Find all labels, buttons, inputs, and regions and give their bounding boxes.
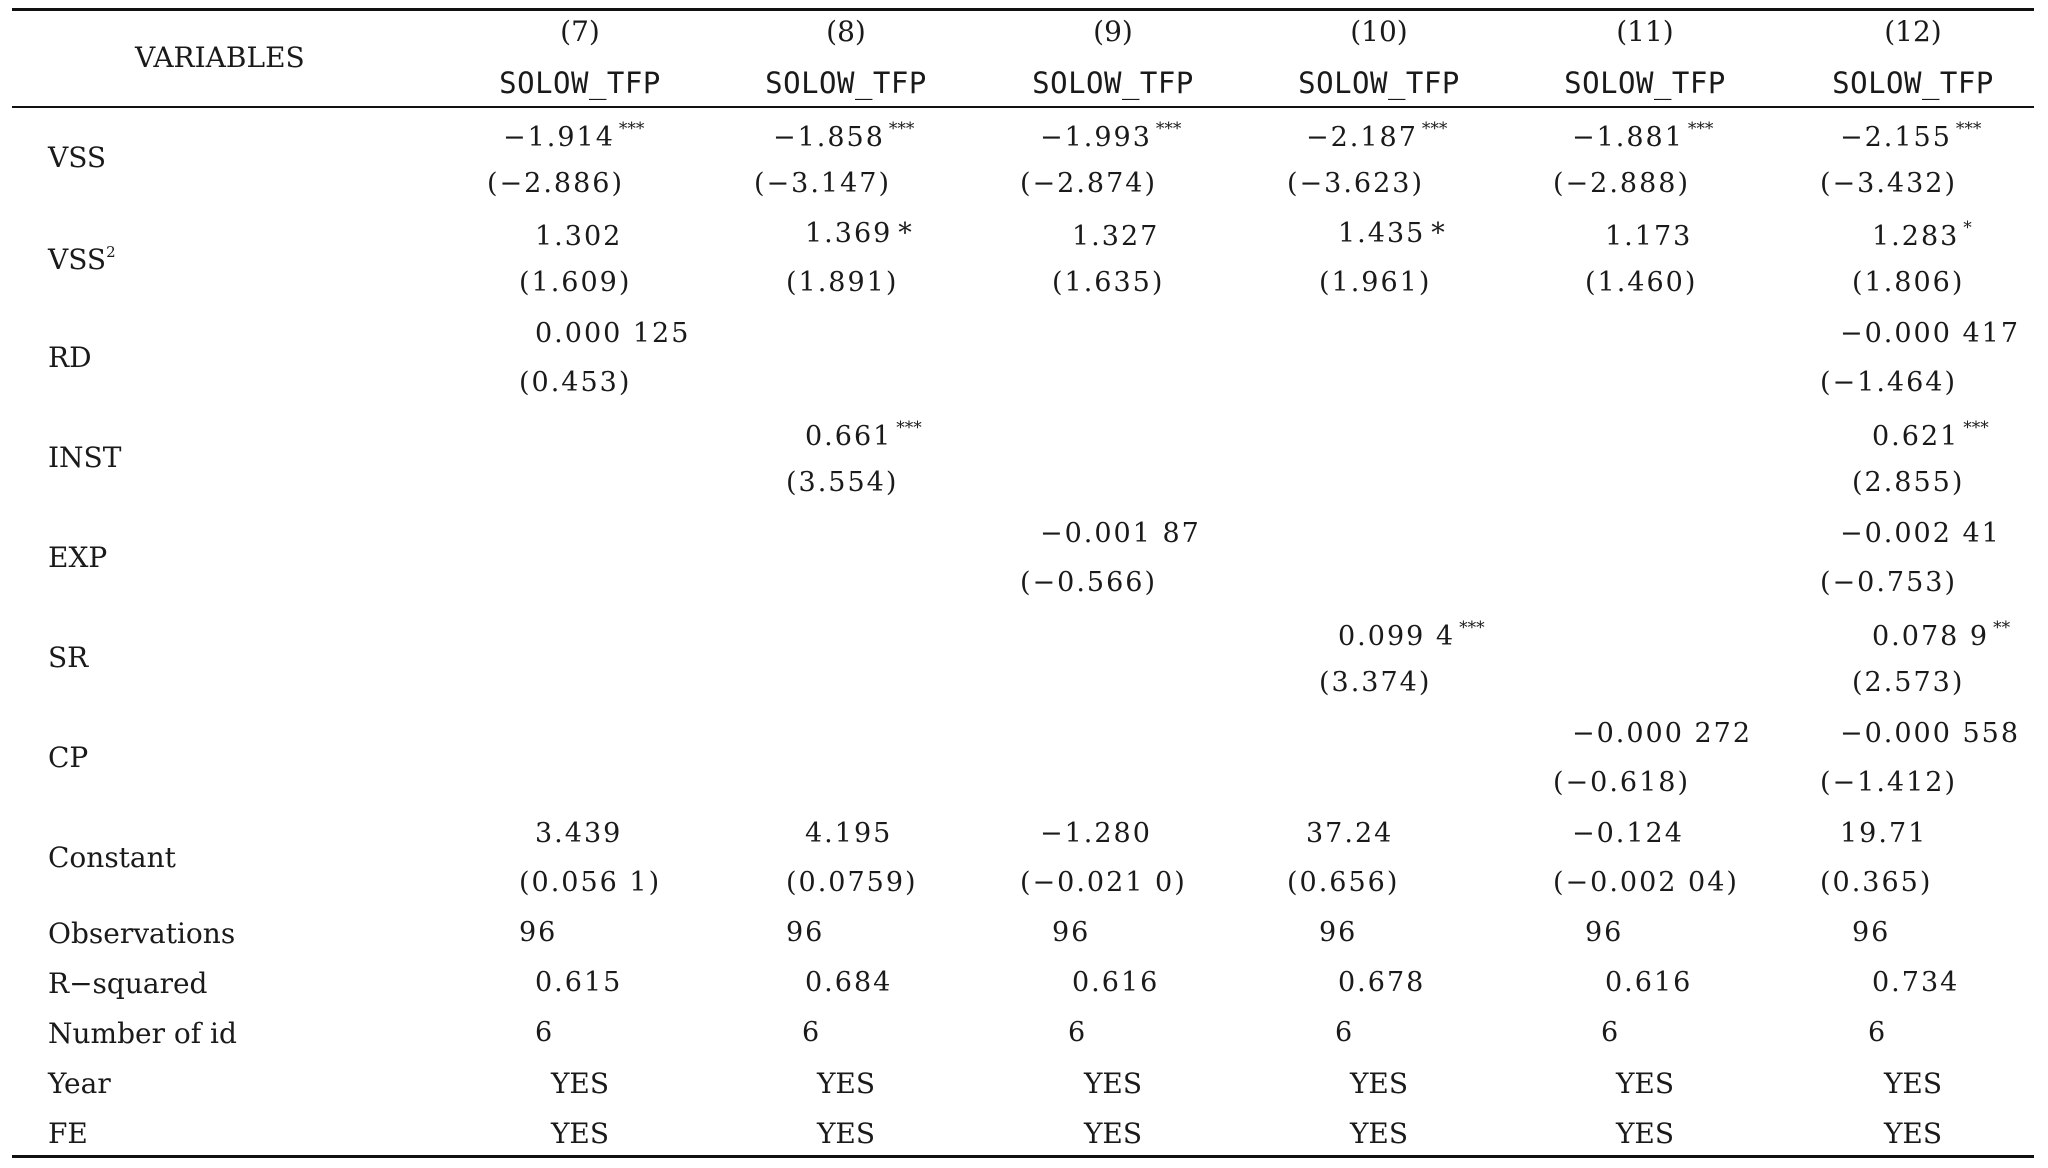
coefficient: −0.000 417 xyxy=(1840,318,2021,349)
t-statistic: (1.609) xyxy=(519,267,632,298)
stat-value: 96 xyxy=(1319,917,1358,948)
t-statistic: (−3.623) xyxy=(1287,168,1424,199)
year-fe-indicator: YES xyxy=(550,1067,610,1100)
coefficient: 0.099 4 *** xyxy=(1338,618,1485,652)
stat-value: 96 xyxy=(519,917,558,948)
t-statistic: (2.855) xyxy=(1852,467,1965,498)
coefficient: 4.195 xyxy=(805,818,893,849)
coefficient: −2.187 *** xyxy=(1306,119,1448,153)
stat-value: 6 xyxy=(1335,1017,1355,1048)
year-fe-indicator: YES xyxy=(1083,1067,1143,1100)
coefficient: −0.124 xyxy=(1572,818,1684,849)
row-label-vss: VSS xyxy=(48,141,107,174)
t-statistic: (1.806) xyxy=(1852,267,1965,298)
coefficient: −0.000 272 xyxy=(1572,718,1753,749)
row-label-rd: RD xyxy=(48,341,92,374)
row-label-vss-squared: VSS$^2$ xyxy=(48,243,116,276)
t-statistic: (1.460) xyxy=(1585,267,1698,298)
t-statistic: (0.453) xyxy=(519,367,632,398)
stat-value: 96 xyxy=(1585,917,1624,948)
t-statistic: (0.0759) xyxy=(786,867,918,898)
row-label-r-squared: R−squared xyxy=(48,967,208,1000)
row-label-inst: INST xyxy=(48,441,122,474)
t-statistic: (−0.021 0) xyxy=(1020,867,1187,898)
row-label-cp: CP xyxy=(48,741,89,774)
column-number: (11) xyxy=(1616,15,1674,48)
coefficient: 1.283 * xyxy=(1872,218,1972,252)
t-statistic: (−2.886) xyxy=(487,168,624,199)
coefficient: −2.155 *** xyxy=(1840,119,1982,153)
row-label-fe: FE xyxy=(48,1117,88,1150)
stat-value: 96 xyxy=(786,917,825,948)
fe-indicator: YES xyxy=(1083,1117,1143,1150)
column-dependent-variable: SOLOW_TFP xyxy=(1832,66,1994,100)
column-dependent-variable: SOLOW_TFP xyxy=(1298,66,1460,100)
t-statistic: (2.573) xyxy=(1852,667,1965,698)
row-label-exp: EXP xyxy=(48,541,108,574)
coefficient: 0.621 *** xyxy=(1872,418,1989,452)
stat-value: 6 xyxy=(535,1017,555,1048)
column-dependent-variable: SOLOW_TFP xyxy=(765,66,927,100)
year-fe-indicator: YES xyxy=(1883,1067,1943,1100)
coefficient: 19.71 xyxy=(1840,818,1928,849)
t-statistic: (−0.002 04) xyxy=(1553,867,1739,898)
t-statistic: (−3.432) xyxy=(1820,168,1957,199)
coefficient: −1.993 *** xyxy=(1040,119,1182,153)
fe-indicator: YES xyxy=(550,1117,610,1150)
row-label-year: Year xyxy=(48,1067,111,1100)
t-statistic: (3.374) xyxy=(1319,667,1432,698)
coefficient: −0.001 87 xyxy=(1040,518,1201,549)
fe-indicator: YES xyxy=(1349,1117,1409,1150)
t-statistic: (−0.566) xyxy=(1020,567,1157,598)
t-statistic: (0.656) xyxy=(1287,867,1400,898)
column-dependent-variable: SOLOW_TFP xyxy=(1564,66,1726,100)
stat-value: 6 xyxy=(1068,1017,1088,1048)
column-number: (12) xyxy=(1884,15,1942,48)
column-dependent-variable: SOLOW_TFP xyxy=(499,66,661,100)
t-statistic: (−1.464) xyxy=(1820,367,1957,398)
t-statistic: (−2.874) xyxy=(1020,168,1157,199)
year-fe-indicator: YES xyxy=(1349,1067,1409,1100)
stat-value: 0.615 xyxy=(535,967,623,998)
row-label-number-of-id: Number of id xyxy=(48,1017,237,1050)
t-statistic: (−2.888) xyxy=(1553,168,1690,199)
column-number: (9) xyxy=(1093,15,1133,48)
column-number: (10) xyxy=(1350,15,1408,48)
coefficient: 3.439 xyxy=(535,818,623,849)
coefficient: −0.002 41 xyxy=(1840,518,2001,549)
row-label-observations: Observations xyxy=(48,917,236,950)
table-header-rule xyxy=(12,106,2034,108)
t-statistic: (0.056 1) xyxy=(519,867,662,898)
coefficient: 1.369 * xyxy=(805,218,912,249)
year-fe-indicator: YES xyxy=(816,1067,876,1100)
row-label-sr: SR xyxy=(48,641,89,674)
coefficient: −1.914 *** xyxy=(503,119,645,153)
coefficient: 1.302 xyxy=(535,221,623,252)
stat-value: 0.616 xyxy=(1605,967,1693,998)
t-statistic: (3.554) xyxy=(786,467,899,498)
coefficient: 1.173 xyxy=(1605,221,1693,252)
coefficient: 37.24 xyxy=(1306,818,1394,849)
fe-indicator: YES xyxy=(1883,1117,1943,1150)
stat-value: 6 xyxy=(1601,1017,1621,1048)
coefficient: 0.000 125 xyxy=(535,318,691,349)
variables-header: VARIABLES xyxy=(135,41,305,74)
t-statistic: (0.365) xyxy=(1820,867,1933,898)
coefficient: −1.881 *** xyxy=(1572,119,1714,153)
stat-value: 6 xyxy=(1868,1017,1888,1048)
t-statistic: (−0.618) xyxy=(1553,767,1690,798)
stat-value: 96 xyxy=(1052,917,1091,948)
t-statistic: (−3.147) xyxy=(754,168,891,199)
coefficient: 0.078 9 ** xyxy=(1872,618,2011,652)
fe-indicator: YES xyxy=(816,1117,876,1150)
stat-value: 0.616 xyxy=(1072,967,1160,998)
fe-indicator: YES xyxy=(1615,1117,1675,1150)
coefficient: 1.435 * xyxy=(1338,218,1445,249)
table-top-rule xyxy=(12,8,2034,11)
stat-value: 0.678 xyxy=(1338,967,1426,998)
coefficient: −0.000 558 xyxy=(1840,718,2021,749)
t-statistic: (1.635) xyxy=(1052,267,1165,298)
stat-value: 0.684 xyxy=(805,967,893,998)
stat-value: 6 xyxy=(802,1017,822,1048)
column-number: (8) xyxy=(826,15,866,48)
coefficient: −1.858 *** xyxy=(773,119,915,153)
column-number: (7) xyxy=(560,15,600,48)
coefficient: 1.327 xyxy=(1072,221,1160,252)
t-statistic: (1.961) xyxy=(1319,267,1432,298)
coefficient: 0.661 *** xyxy=(805,418,922,452)
t-statistic: (−0.753) xyxy=(1820,567,1957,598)
stat-value: 96 xyxy=(1852,917,1891,948)
year-fe-indicator: YES xyxy=(1615,1067,1675,1100)
t-statistic: (1.891) xyxy=(786,267,899,298)
column-dependent-variable: SOLOW_TFP xyxy=(1032,66,1194,100)
t-statistic: (−1.412) xyxy=(1820,767,1957,798)
table-bottom-rule xyxy=(12,1155,2034,1158)
row-label-constant: Constant xyxy=(48,841,176,874)
coefficient: −1.280 xyxy=(1040,818,1152,849)
stat-value: 0.734 xyxy=(1872,967,1960,998)
